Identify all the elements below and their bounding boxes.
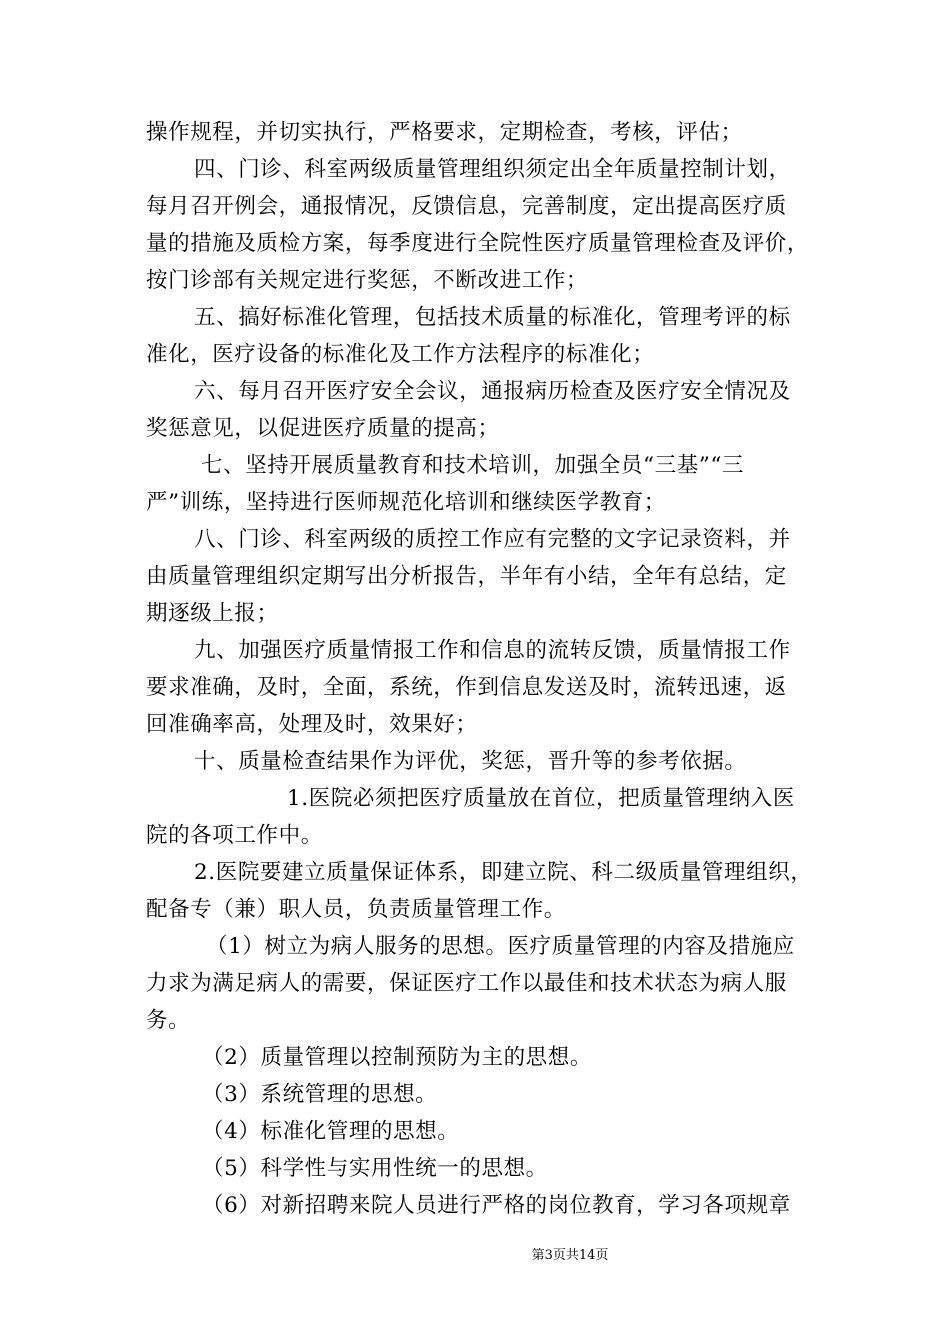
paragraph-line: （1）树立为病人服务的思想。医疗质量管理的内容及措施应	[206, 934, 795, 959]
paragraph-line: 九、加强医疗质量情报工作和信息的流转反馈，质量情报工作	[194, 638, 791, 663]
paragraph-line: 院的各项工作中。	[146, 823, 323, 848]
paragraph-line: 按门诊部有关规定进行奖惩，不断改进工作；	[146, 268, 589, 293]
paragraph-line: 要求准确，及时，全面，系统，作到信息发送及时，流转迅速，返	[146, 675, 787, 700]
paragraph-line: 奖惩意见，以促进医疗质量的提高；	[146, 416, 500, 441]
paragraph-line: 2.医院要建立质量保证体系，即建立院、科二级质量管理组织，	[194, 860, 813, 885]
paragraph-line: 力求为满足病人的需要，保证医疗工作以最佳和技术状态为病人服	[146, 971, 787, 996]
paragraph-line: 八、门诊、科室两级的质控工作应有完整的文字记录资料，并	[194, 527, 791, 552]
paragraph-line: 量的措施及质检方案，每季度进行全院性医疗质量管理检查及评价，	[146, 231, 810, 256]
paragraph-line: 十、质量检查结果作为评优，奖惩，晋升等的参考依据。	[194, 749, 747, 774]
paragraph-line: 七、坚持开展质量教育和技术培训，加强全员“三基”“三	[201, 453, 745, 478]
paragraph-line: 五、搞好标准化管理，包括技术质量的标准化，管理考评的标	[194, 305, 791, 330]
paragraph-line: 四、门诊、科室两级质量管理组织须定出全年质量控制计划，	[194, 157, 791, 182]
paragraph-line: （2）质量管理以控制预防为主的思想。	[202, 1045, 592, 1070]
paragraph-line: 六、每月召开医疗安全会议，通报病历检查及医疗安全情况及	[194, 379, 791, 404]
paragraph-line: （4）标准化管理的思想。	[202, 1119, 460, 1144]
paragraph-line: 1.医院必须把医疗质量放在首位，把质量管理纳入医	[287, 786, 795, 811]
paragraph-line: 严”训练，坚持进行医师规范化培训和继续医学教育；	[146, 490, 666, 515]
paragraph-line: （5）科学性与实用性统一的思想。	[202, 1156, 548, 1181]
paragraph-line: 回准确率高，处理及时，效果好；	[146, 712, 478, 737]
paragraph-line: 由质量管理组织定期写出分析报告，半年有小结，全年有总结，定	[146, 564, 787, 589]
paragraph-line: 期逐级上报；	[146, 601, 279, 626]
paragraph-line: 每月召开例会，通报情况，反馈信息，完善制度，定出提高医疗质	[146, 194, 787, 219]
paragraph-line: （6）对新招聘来院人员进行严格的岗位教育，学习各项规章	[202, 1193, 791, 1218]
paragraph-line: 配备专（兼）职人员，负责质量管理工作。	[146, 897, 566, 922]
page-number: 第3页共14页	[531, 1248, 609, 1263]
paragraph-line: 务。	[146, 1008, 191, 1033]
paragraph-line: 准化，医疗设备的标准化及工作方法程序的标准化；	[146, 342, 655, 367]
paragraph-line: （3）系统管理的思想。	[202, 1082, 438, 1107]
paragraph-line: 操作规程，并切实执行，严格要求，定期检查，考核，评估；	[146, 120, 743, 145]
